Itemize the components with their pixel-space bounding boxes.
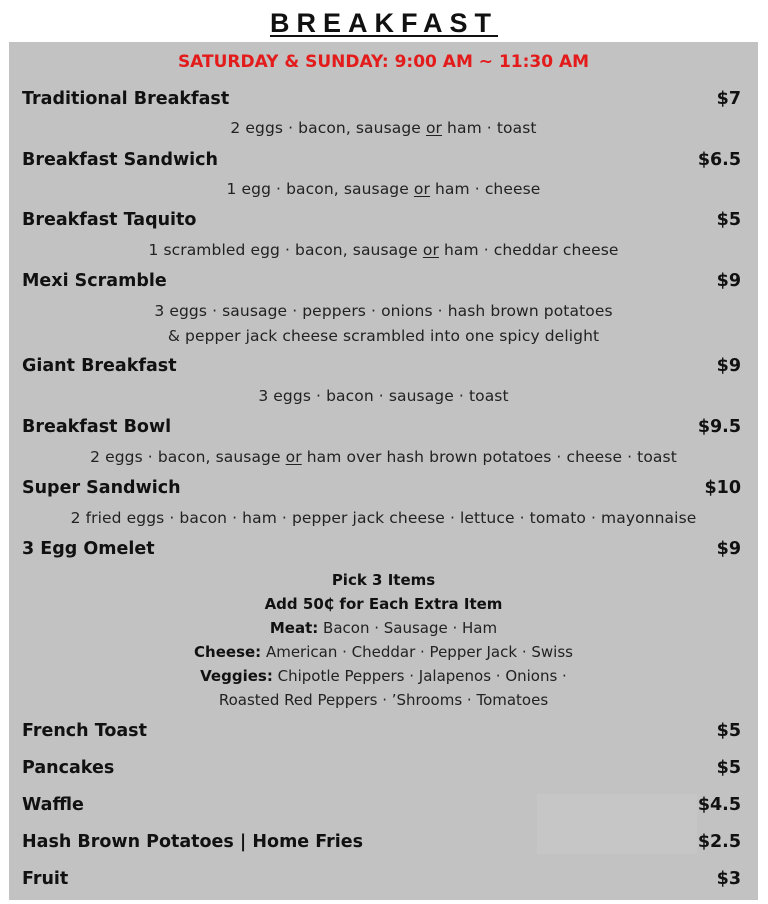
menu-item-fruit (22, 868, 741, 890)
menu-item-breakfast-bowl (22, 416, 741, 438)
item-price: $9 (716, 539, 741, 559)
item-name: Hash Brown Potatoes | Home Fries (22, 832, 364, 852)
item-price: $2.5 (697, 832, 741, 852)
omelet-extra: Add 50₵ for Each Extra Item (264, 595, 503, 613)
menu-item-pancakes (22, 757, 741, 779)
omelet-options (9, 568, 758, 712)
item-price: $5 (716, 210, 741, 230)
item-name: Breakfast Sandwich (22, 150, 218, 170)
item-description: 3 eggs · bacon · sausage · toast (258, 387, 509, 405)
item-name: Pancakes (22, 758, 115, 778)
item-name: Breakfast Bowl (22, 417, 172, 437)
item-price: $7 (716, 89, 741, 109)
item-description: 1 egg · bacon, sausage or ham · cheese (226, 180, 541, 198)
item-price: $4.5 (697, 795, 741, 815)
menu-item-french-toast (22, 720, 741, 742)
item-name: Super Sandwich (22, 478, 181, 498)
omelet-veggies: Veggies: Chipotle Peppers · Jalapenos · Onions · (200, 667, 567, 685)
item-price: $6.5 (697, 150, 741, 170)
item-description: 2 fried eggs · bacon · ham · pepper jack cheese · lettuce · tomato · mayonnaise (70, 509, 697, 527)
item-name: Giant Breakfast (22, 356, 177, 376)
item-name: Fruit (22, 869, 69, 889)
service-hours: SATURDAY & SUNDAY: 9:00 AM ~ 11:30 AM (177, 52, 590, 72)
menu-item-traditional-breakfast (22, 88, 741, 110)
menu-item-super-sandwich (22, 477, 741, 499)
menu-item-giant-breakfast (22, 355, 741, 377)
item-description: 3 eggs · sausage · peppers · onions · hash brown potatoes (154, 302, 613, 320)
item-name: Breakfast Taquito (22, 210, 197, 230)
item-name: Waffle (22, 795, 84, 815)
item-price: $10 (704, 478, 741, 498)
watermark-patch (537, 794, 697, 854)
omelet-cheese: Cheese: American · Cheddar · Pepper Jack · Swiss (194, 643, 573, 661)
item-description: 1 scrambled egg · bacon, sausage or ham · cheddar cheese (148, 241, 619, 259)
omelet-veggies-more: Roasted Red Peppers · ’Shrooms · Tomatoes (218, 691, 549, 709)
item-price: $3 (716, 869, 741, 889)
menu-item-breakfast-sandwich (22, 149, 741, 171)
item-name: Mexi Scramble (22, 271, 167, 291)
menu-panel (9, 42, 758, 900)
menu-item-3-egg-omelet (22, 538, 741, 560)
item-price: $5 (716, 758, 741, 778)
item-price: $5 (716, 721, 741, 741)
menu-title: BREAKFAST (269, 8, 498, 38)
item-description: & pepper jack cheese scrambled into one spicy delight (167, 327, 600, 345)
item-price: $9 (716, 356, 741, 376)
omelet-meat: Meat: Bacon · Sausage · Ham (269, 619, 498, 637)
item-description: 2 eggs · bacon, sausage or ham · toast (230, 119, 537, 137)
menu-item-breakfast-taquito (22, 209, 741, 231)
item-name: French Toast (22, 721, 147, 741)
omelet-pick: Pick 3 Items (331, 571, 436, 589)
item-name: 3 Egg Omelet (22, 539, 155, 559)
item-price: $9.5 (697, 417, 741, 437)
item-name: Traditional Breakfast (22, 89, 230, 109)
item-price: $9 (716, 271, 741, 291)
menu-item-mexi-scramble (22, 270, 741, 292)
item-description: 2 eggs · bacon, sausage or ham over hash brown potatoes · cheese · toast (90, 448, 677, 466)
